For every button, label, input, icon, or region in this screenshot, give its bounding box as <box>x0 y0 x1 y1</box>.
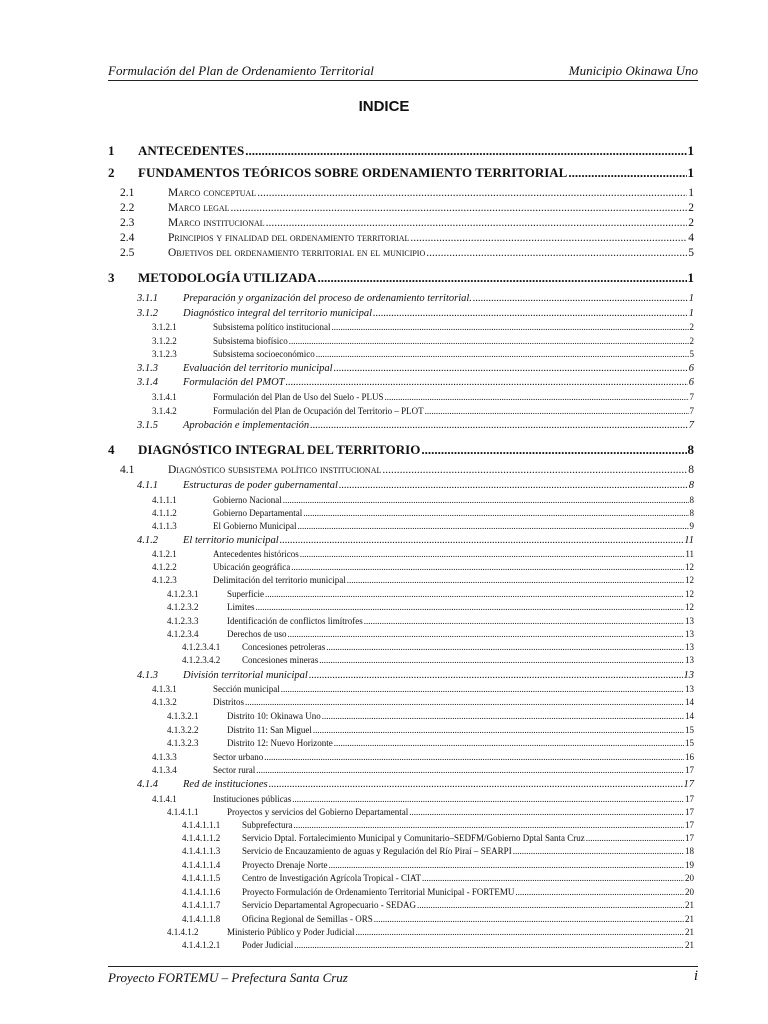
toc-entry-number: 4.1.2.3.3 <box>167 616 199 626</box>
toc-entry-label: Formulación del PMOT <box>183 377 285 388</box>
toc-entry <box>167 629 694 639</box>
toc-entry-number: 4.1.4.1.1.1 <box>182 820 221 830</box>
toc-entry-page: 13 <box>685 684 694 694</box>
toc-entry-page: 11 <box>684 535 694 546</box>
toc-entry <box>152 684 694 694</box>
toc-entry-label: Ministerio Público y Poder Judicial <box>227 927 355 937</box>
toc-entry-number: 4.1.3.1 <box>152 684 177 694</box>
toc-entry-number: 3.1.3 <box>137 363 158 374</box>
toc-entry-label: Marco conceptual <box>168 187 257 199</box>
toc-leader-dots <box>256 765 684 775</box>
toc-entry-page: 17 <box>685 820 694 830</box>
page-title: INDICE <box>358 98 410 115</box>
toc-leader-dots <box>293 820 684 830</box>
toc-entry-label: Superficie <box>227 589 264 599</box>
toc-entry-page: 1 <box>688 187 694 199</box>
toc-entry-page: 18 <box>685 846 694 856</box>
toc-entry-number: 4.1.3.3 <box>152 752 177 762</box>
toc-entry-page: 13 <box>685 629 694 639</box>
toc-entry-page: 6 <box>688 377 694 388</box>
toc-entry-number: 4.1.3 <box>137 670 158 681</box>
header-document-title: Formulación del Plan de Ordenamiento Territorial <box>108 63 374 78</box>
toc-entry-number: 2.5 <box>120 247 135 259</box>
toc-entry-page: 13 <box>685 655 694 665</box>
toc-entry-number: 3.1.5 <box>137 420 158 431</box>
toc-entry-page: 21 <box>685 940 694 950</box>
toc-leader-dots <box>245 697 684 707</box>
toc-entry-page: 8 <box>688 464 694 476</box>
toc-entry <box>167 738 694 748</box>
toc-entry-page: 2 <box>688 202 694 214</box>
toc-entry-page: 1 <box>687 165 694 180</box>
toc-leader-dots <box>426 247 687 259</box>
toc-entry-page: 5 <box>688 247 694 259</box>
toc-entry-page: 13 <box>683 670 694 681</box>
toc-entry-number: 4.1.1 <box>137 480 158 491</box>
toc-entry <box>137 293 694 304</box>
toc-entry <box>108 143 694 159</box>
toc-entry-page: 21 <box>685 914 694 924</box>
toc-leader-dots <box>287 629 684 639</box>
toc-entry-page: 9 <box>689 521 694 531</box>
toc-entry-page: 17 <box>685 794 694 804</box>
toc-entry-number: 4.1.3.2 <box>152 697 177 707</box>
toc-entry-number: 4.1.2.3.4.2 <box>182 655 221 665</box>
toc-entry <box>152 765 694 775</box>
toc-entry-label: Gobierno Nacional <box>213 495 282 505</box>
page-footer <box>108 966 698 985</box>
toc-entry-page: 20 <box>685 873 694 883</box>
toc-entry <box>120 187 694 199</box>
toc-entry-label: Servicio Departamental Agropecuario - SEDAG <box>242 900 416 910</box>
toc-entry-label: Delimitación del territorio municipal <box>213 575 346 585</box>
toc-entry <box>182 914 694 924</box>
toc-leader-dots <box>417 900 684 910</box>
toc-entry-page: 17 <box>685 807 694 817</box>
toc-entry-label: METODOLOGÍA UTILIZADA <box>138 270 317 285</box>
toc-entry-label: Principios y finalidad del ordenamiento territorial <box>168 232 410 244</box>
toc-entry <box>182 820 694 830</box>
toc-leader-dots <box>291 562 684 572</box>
toc-entry <box>137 535 694 546</box>
toc-leader-dots <box>334 363 688 374</box>
toc-entry-number: 4.1.2.3 <box>152 575 177 585</box>
toc-entry-page: 4 <box>688 232 694 244</box>
toc-leader-dots <box>473 293 688 304</box>
toc-entry-label: Distritos <box>213 697 245 707</box>
toc-entry-label: Centro de Investigación Agrícola Tropical - CIAT <box>242 873 421 883</box>
toc-entry-page: 1 <box>688 308 694 319</box>
toc-entry-number: 4.1.4.1.1.5 <box>182 873 221 883</box>
toc-entry <box>152 495 694 505</box>
toc-entry-number: 4.1.3.2.1 <box>167 711 199 721</box>
toc-leader-dots <box>319 655 684 665</box>
toc-entry <box>182 860 694 870</box>
toc-entry-page: 1 <box>687 270 694 285</box>
toc-leader-dots <box>310 420 688 431</box>
toc-entry-number: 4.1.2 <box>137 535 158 546</box>
toc-entry-label: Instituciones públicas <box>213 794 292 804</box>
toc-leader-dots <box>300 549 685 559</box>
toc-entry-page: 8 <box>688 480 694 491</box>
toc-entry-number: 4.1.1.2 <box>152 508 177 518</box>
toc-leader-dots <box>257 187 687 199</box>
toc-entry-label: Servicio Dptal. Fortalecimiento Municipal y Comunitario–SEDFM/Gobierno Dptal Santa Cruz <box>242 833 585 843</box>
toc-leader-dots <box>283 495 689 505</box>
toc-leader-dots <box>245 143 686 159</box>
toc-entry <box>182 642 694 652</box>
toc-leader-dots <box>303 508 688 518</box>
toc-leader-dots <box>292 794 684 804</box>
toc-entry-page: 14 <box>685 711 694 721</box>
toc-entry <box>137 670 694 681</box>
toc-entry-label: DIAGNÓSTICO INTEGRAL DEL TERRITORIO <box>138 442 421 457</box>
toc-entry-page: 1 <box>687 143 694 158</box>
toc-entry-label: Marco institucional <box>168 217 265 229</box>
toc-entry <box>167 602 694 612</box>
toc-entry-page: 13 <box>685 616 694 626</box>
toc-entry <box>137 363 694 374</box>
toc-entry <box>167 725 694 735</box>
toc-entry <box>137 308 694 319</box>
toc-entry-page: 12 <box>685 575 694 585</box>
toc-entry-number: 4.1.3.2.3 <box>167 738 199 748</box>
toc-entry <box>182 940 694 950</box>
toc-entry-label: Distrito 10: Okinawa Uno <box>227 711 321 721</box>
toc-entry-label: Marco legal <box>168 202 230 214</box>
toc-entry-label: Subsistema socioeconómico <box>213 349 315 359</box>
toc-leader-dots <box>421 442 686 458</box>
toc-entry <box>152 392 694 402</box>
toc-entry-number: 3.1.4.2 <box>152 406 177 416</box>
toc-entry-page: 7 <box>689 392 694 402</box>
toc-entry-page: 17 <box>685 765 694 775</box>
page-header <box>108 60 698 81</box>
toc-entry-page: 1 <box>688 293 694 304</box>
toc-entry-number: 4.1.4.1.1.7 <box>182 900 221 910</box>
toc-entry-label: Proyecto Formulación de Ordenamiento Territorial Municipal - FORTEMU <box>242 887 515 897</box>
toc-entry-label: Concesiones mineras <box>242 655 319 665</box>
toc-entry-label: Poder Judicial <box>242 940 294 950</box>
toc-entry-label: Gobierno Departamental <box>213 508 303 518</box>
toc-entry <box>167 589 694 599</box>
toc-leader-dots <box>280 535 684 546</box>
toc-entry <box>167 927 694 937</box>
toc-entry-label: Derechos de uso <box>227 629 287 639</box>
toc-entry-label: Proyecto Drenaje Norte <box>242 860 328 870</box>
toc-entry-label: FUNDAMENTOS TEÓRICOS SOBRE ORDENAMIENTO TERRITORIAL <box>138 165 568 180</box>
toc-leader-dots <box>322 711 684 721</box>
toc-leader-dots <box>513 846 684 856</box>
toc-leader-dots <box>374 914 684 924</box>
toc-entry-label: Antecedentes históricos <box>213 549 299 559</box>
toc-entry-page: 5 <box>689 349 694 359</box>
toc-entry-number: 4.1.3.2.2 <box>167 725 199 735</box>
toc-leader-dots <box>256 602 685 612</box>
toc-entry-page: 21 <box>685 900 694 910</box>
toc-entry-label: Servicio de Encauzamiento de aguas y Regulación del Río Piraí – SEARPI <box>242 846 512 856</box>
toc-leader-dots <box>373 308 688 319</box>
toc-entry <box>108 165 694 181</box>
toc-entry-number: 4.1 <box>120 464 135 476</box>
toc-entry <box>152 508 694 518</box>
toc-entry <box>120 217 694 229</box>
toc-entry-label: Formulación del Plan de Uso del Suelo - PLUS <box>213 392 384 402</box>
toc-entry-page: 17 <box>685 833 694 843</box>
header-municipality: Municipio Okinawa Uno <box>568 63 698 78</box>
toc-entry-number: 3 <box>108 270 115 285</box>
toc-entry-number: 3.1.2.3 <box>152 349 177 359</box>
toc-entry-page: 15 <box>685 725 694 735</box>
toc-leader-dots <box>422 873 684 883</box>
toc-entry-page: 13 <box>685 642 694 652</box>
toc-leader-dots <box>318 270 687 286</box>
toc-entry-number: 4.1.2.3.2 <box>167 602 199 612</box>
toc-entry-label: Distrito 12: Nuevo Horizonte <box>227 738 333 748</box>
toc-entry-label: Proyectos y servicios del Gobierno Departamental <box>227 807 409 817</box>
toc-entry-label: Diagnóstico subsistema político institucional <box>168 464 382 476</box>
toc-entry <box>182 833 694 843</box>
toc-entry-number: 4.1.4.1.1.3 <box>182 846 221 856</box>
toc-entry <box>152 697 694 707</box>
toc-entry-number: 4.1.4.1.2.1 <box>182 940 221 950</box>
toc-entry-label: Diagnóstico integral del territorio municipal <box>183 308 372 319</box>
toc-entry <box>152 406 694 416</box>
toc-entry-number: 4.1.2.1 <box>152 549 177 559</box>
toc-entry-number: 3.1.2 <box>137 308 158 319</box>
toc-entry-page: 21 <box>685 927 694 937</box>
toc-entry <box>182 900 694 910</box>
toc-entry-page: 2 <box>689 322 694 332</box>
toc-leader-dots <box>264 752 684 762</box>
toc-entry-number: 4.1.2.3.1 <box>167 589 199 599</box>
toc-entry <box>152 575 694 585</box>
toc-entry <box>152 336 694 346</box>
toc-leader-dots <box>328 860 684 870</box>
toc-entry-page: 8 <box>687 442 694 457</box>
toc-leader-dots <box>425 406 689 416</box>
toc-entry-number: 3.1.4 <box>137 377 158 388</box>
toc-entry-page: 6 <box>688 363 694 374</box>
toc-entry-page: 2 <box>688 217 694 229</box>
toc-leader-dots <box>294 940 684 950</box>
toc-leader-dots <box>332 322 689 332</box>
toc-leader-dots <box>382 464 687 476</box>
toc-entry <box>152 322 694 332</box>
toc-entry-label: Concesiones petroleras <box>242 642 326 652</box>
toc-entry-number: 4.1.4.1.1 <box>167 807 199 817</box>
toc-entry-label: El territorio municipal <box>183 535 279 546</box>
toc-entry-number: 4.1.4.1.2 <box>167 927 199 937</box>
toc-leader-dots <box>286 377 688 388</box>
toc-entry-number: 3.1.2.1 <box>152 322 177 332</box>
toc-entry <box>152 521 694 531</box>
toc-entry-page: 7 <box>688 420 694 431</box>
toc-leader-dots <box>515 887 684 897</box>
toc-leader-dots <box>289 336 689 346</box>
toc-leader-dots <box>269 779 683 790</box>
toc-entry-number: 4.1.1.3 <box>152 521 177 531</box>
toc-entry-number: 2.4 <box>120 232 135 244</box>
toc-entry <box>120 232 694 244</box>
toc-entry <box>108 270 694 286</box>
toc-entry-page: 12 <box>685 589 694 599</box>
toc-leader-dots <box>265 589 684 599</box>
toc-entry-page: 8 <box>689 508 694 518</box>
toc-entry <box>182 655 694 665</box>
toc-entry-number: 3.1.4.1 <box>152 392 177 402</box>
toc-entry-label: Evaluación del territorio municipal <box>183 363 333 374</box>
toc-entry <box>108 442 694 458</box>
toc-entry-label: Identificación de conflictos limítrofes <box>227 616 363 626</box>
toc-entry-number: 3.1.1 <box>137 293 158 304</box>
toc-entry-page: 17 <box>683 779 694 790</box>
toc-leader-dots <box>297 521 688 531</box>
toc-entry-number: 4.1.4.1 <box>152 794 177 804</box>
toc-entry-label: Subsistema biofísico <box>213 336 288 346</box>
toc-entry-label: Sección municipal <box>213 684 280 694</box>
toc-entry <box>120 464 694 476</box>
toc-leader-dots <box>334 738 684 748</box>
toc-entry <box>152 794 694 804</box>
toc-entry-page: 14 <box>685 697 694 707</box>
toc-entry <box>152 752 694 762</box>
toc-leader-dots <box>231 202 688 214</box>
toc-leader-dots <box>281 684 684 694</box>
toc-entry-page: 12 <box>685 602 694 612</box>
toc-leader-dots <box>364 616 684 626</box>
toc-entry-number: 2.1 <box>120 187 135 199</box>
toc-entry-number: 2.2 <box>120 202 135 214</box>
toc-entry-label: Sector urbano <box>213 752 264 762</box>
footer-project: Proyecto FORTEMU – Prefectura Santa Cruz <box>108 970 348 985</box>
toc-entry-page: 2 <box>689 336 694 346</box>
toc-entry-number: 4.1.4.1.1.6 <box>182 887 221 897</box>
toc-leader-dots <box>410 232 687 244</box>
toc-entry-page: 11 <box>685 549 694 559</box>
toc-entry-label: Subsistema político institucional <box>213 322 331 332</box>
toc-entry-number: 2.3 <box>120 217 135 229</box>
toc-entry-number: 4 <box>108 442 115 457</box>
toc-leader-dots <box>316 349 689 359</box>
toc-entry-page: 12 <box>685 562 694 572</box>
toc-leader-dots <box>326 642 684 652</box>
toc-leader-dots <box>409 807 684 817</box>
toc-entry-label: Ubicación geográfica <box>213 562 291 572</box>
toc-leader-dots <box>356 927 685 937</box>
toc-entry <box>137 420 694 431</box>
toc-entry-label: Distrito 11: San Miguel <box>227 725 312 735</box>
toc-entry-page: 19 <box>685 860 694 870</box>
toc-entry-label: Sector rural <box>213 765 256 775</box>
toc-entry-number: 4.1.2.2 <box>152 562 177 572</box>
toc-leader-dots <box>313 725 684 735</box>
toc-leader-dots <box>586 833 684 843</box>
toc-entry <box>137 779 694 790</box>
toc-entry-number: 4.1.2.3.4 <box>167 629 199 639</box>
toc-entry-number: 4.1.1.1 <box>152 495 177 505</box>
toc-entry <box>152 349 694 359</box>
toc-entry-label: Red de instituciones <box>183 779 268 790</box>
toc-entry <box>137 377 694 388</box>
toc-entry-number: 4.1.4.1.1.2 <box>182 833 221 843</box>
toc-entry-label: Aprobación e implementación <box>183 420 310 431</box>
toc-entry <box>167 616 694 626</box>
toc-entry <box>152 549 694 559</box>
toc-entry <box>167 807 694 817</box>
toc-entry-label: El Gobierno Municipal <box>213 521 297 531</box>
toc-leader-dots <box>347 575 684 585</box>
toc-entry-page: 20 <box>685 887 694 897</box>
toc-leader-dots <box>339 480 688 491</box>
toc-entry <box>182 846 694 856</box>
toc-entry-number: 4.1.3.4 <box>152 765 177 775</box>
toc-entry-number: 1 <box>108 143 115 158</box>
toc-entry-number: 3.1.2.2 <box>152 336 177 346</box>
toc-entry-number: 4.1.4 <box>137 779 158 790</box>
toc-entry-label: Subprefectura <box>242 820 293 830</box>
toc-entry <box>182 887 694 897</box>
toc-entry <box>152 562 694 572</box>
toc-entry-label: División territorial municipal <box>183 670 308 681</box>
toc-entry-label: Formulación del Plan de Ocupación del Territorio – PLOT <box>213 406 424 416</box>
toc-entry-label: Objetivos del ordenamiento territorial en el municipio <box>168 247 426 259</box>
toc-entry-page: 7 <box>689 406 694 416</box>
toc-entry-number: 4.1.4.1.1.8 <box>182 914 221 924</box>
toc-entry <box>167 711 694 721</box>
toc-leader-dots <box>309 670 683 681</box>
toc-entry <box>120 247 694 259</box>
toc-entry-label: Oficina Regional de Semillas - ORS <box>242 914 373 924</box>
footer-page-number: i <box>693 968 698 984</box>
toc-leader-dots <box>385 392 689 402</box>
toc-leader-dots <box>568 165 686 181</box>
toc-entry <box>120 202 694 214</box>
toc-entry <box>182 873 694 883</box>
toc-entry-label: Estructuras de poder gubernamental <box>183 480 338 491</box>
toc-entry-page: 16 <box>685 752 694 762</box>
toc-entry-page: 15 <box>685 738 694 748</box>
toc-entry <box>137 480 694 491</box>
toc-entry-page: 8 <box>689 495 694 505</box>
toc-entry-label: ANTECEDENTES <box>138 143 245 158</box>
toc-entry-number: 2 <box>108 165 115 180</box>
toc-entry-label: Limites <box>227 602 255 612</box>
toc-entry-number: 4.1.4.1.1.4 <box>182 860 221 870</box>
toc-entry-number: 4.1.2.3.4.1 <box>182 642 221 652</box>
toc-entry-label: Preparación y organización del proceso de ordenamiento territorial. <box>183 293 472 304</box>
toc-leader-dots <box>266 217 688 229</box>
